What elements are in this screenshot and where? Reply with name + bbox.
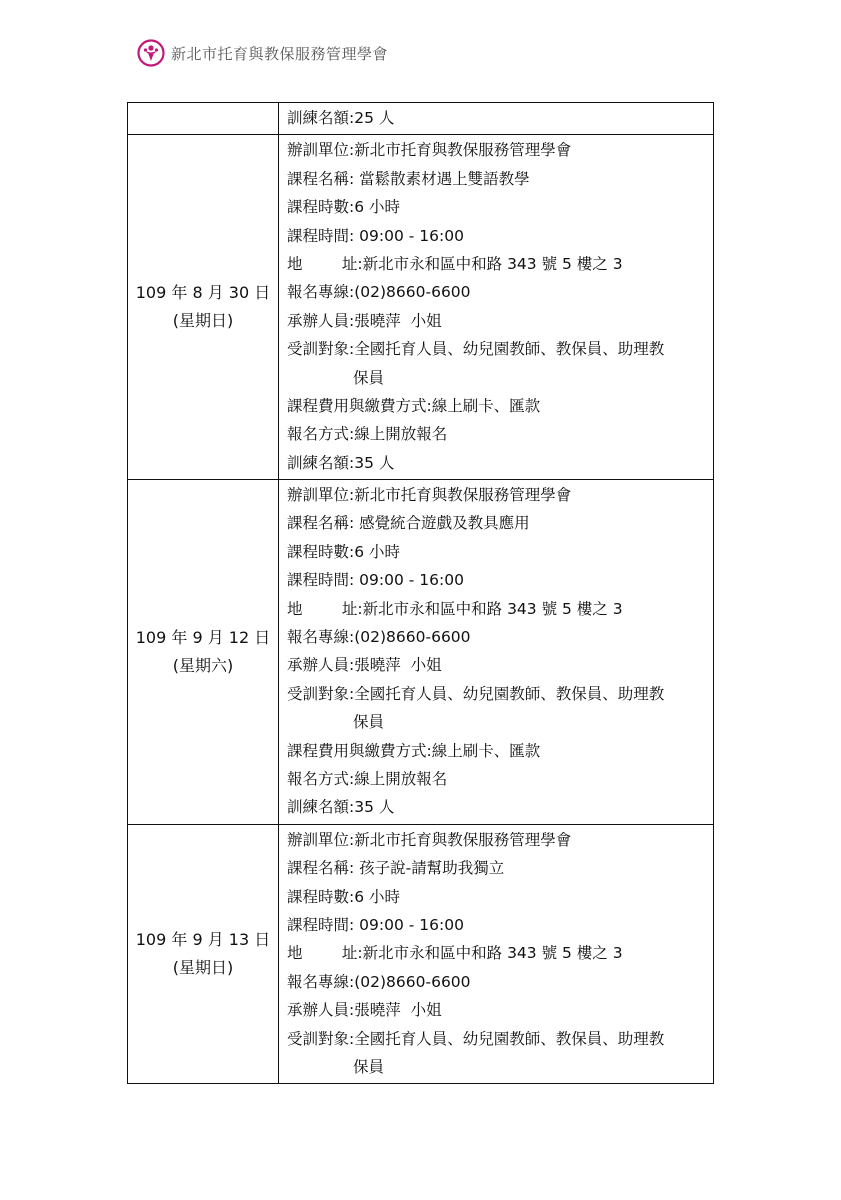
course-name: 課程名稱: 當鬆散素材遇上雙語教學 xyxy=(287,169,530,188)
course-name: 課程名稱: 感覺統合遊戲及教具應用 xyxy=(287,514,530,533)
contact-person: 承辦人員:張曉萍 小姐 xyxy=(287,1001,442,1020)
address: 地 址:新北市永和區中和路 343 號 5 樓之 3 xyxy=(287,254,623,273)
phone: 報名專線:(02)8660-6600 xyxy=(287,972,471,991)
organizer: 辦訓單位:新北市托育與教保服務管理學會 xyxy=(287,141,572,160)
target-audience: 受訓對象:全國托育人員、幼兒園教師、教保員、助理教 xyxy=(287,340,665,359)
registration-method: 報名方式:線上開放報名 xyxy=(287,425,448,444)
course-schedule-table xyxy=(127,102,714,1084)
phone: 報名專線:(02)8660-6600 xyxy=(287,628,471,647)
date-cell xyxy=(128,824,279,1084)
target-audience-cont: 保員 xyxy=(353,713,385,732)
info-cell xyxy=(279,135,714,480)
course-time: 課程時間: 09:00 - 16:00 xyxy=(287,571,464,590)
course-hours: 課程時數:6 小時 xyxy=(287,198,401,217)
date-cell-empty xyxy=(128,103,279,135)
session-date: 109 年 9 月 12 日 xyxy=(135,627,271,647)
registration-method: 報名方式:線上開放報名 xyxy=(287,769,448,788)
session-weekday: (星期日) xyxy=(172,311,234,331)
org-name: 新北市托育與教保服務管理學會 xyxy=(171,44,389,63)
course-hours: 課程時數:6 小時 xyxy=(287,542,401,561)
session-date: 109 年 8 月 30 日 xyxy=(135,283,271,303)
page-header xyxy=(137,38,388,68)
enrollment-capacity: 訓練名額:35 人 xyxy=(287,798,395,817)
target-audience-cont: 保員 xyxy=(353,368,385,387)
target-audience: 受訓對象:全國托育人員、幼兒園教師、教保員、助理教 xyxy=(287,1029,665,1048)
session-weekday: (星期六) xyxy=(172,655,234,675)
target-audience: 受訓對象:全國托育人員、幼兒園教師、教保員、助理教 xyxy=(287,684,665,703)
date-cell xyxy=(128,480,279,825)
contact-person: 承辦人員:張曉萍 小姐 xyxy=(287,656,442,675)
table-row xyxy=(128,135,714,480)
fee-payment: 課程費用與繳費方式:線上刷卡、匯款 xyxy=(287,396,541,415)
table-row xyxy=(128,480,714,825)
session-weekday: (星期日) xyxy=(172,958,234,978)
fee-payment: 課程費用與繳費方式:線上刷卡、匯款 xyxy=(287,741,541,760)
address: 地 址:新北市永和區中和路 343 號 5 樓之 3 xyxy=(287,944,623,963)
session-date: 109 年 9 月 13 日 xyxy=(135,930,271,950)
course-time: 課程時間: 09:00 - 16:00 xyxy=(287,226,464,245)
info-cell xyxy=(279,480,714,825)
address: 地 址:新北市永和區中和路 343 號 5 樓之 3 xyxy=(287,599,623,618)
org-logo-icon xyxy=(137,39,165,67)
phone: 報名專線:(02)8660-6600 xyxy=(287,283,471,302)
organizer: 辦訓單位:新北市托育與教保服務管理學會 xyxy=(287,486,572,505)
date-cell xyxy=(128,135,279,480)
enrollment-capacity: 訓練名額:35 人 xyxy=(287,453,395,472)
table-row xyxy=(128,103,714,135)
course-name: 課程名稱: 孩子說-請幫助我獨立 xyxy=(287,859,505,878)
course-time: 課程時間: 09:00 - 16:00 xyxy=(287,915,464,934)
contact-person: 承辦人員:張曉萍 小姐 xyxy=(287,311,442,330)
enrollment-capacity: 訓練名額:25 人 xyxy=(287,109,395,127)
organizer: 辦訓單位:新北市托育與教保服務管理學會 xyxy=(287,830,572,849)
info-cell xyxy=(279,103,714,135)
course-hours: 課程時數:6 小時 xyxy=(287,887,401,906)
table-row xyxy=(128,824,714,1084)
target-audience-cont: 保員 xyxy=(353,1057,385,1076)
info-cell xyxy=(279,824,714,1084)
